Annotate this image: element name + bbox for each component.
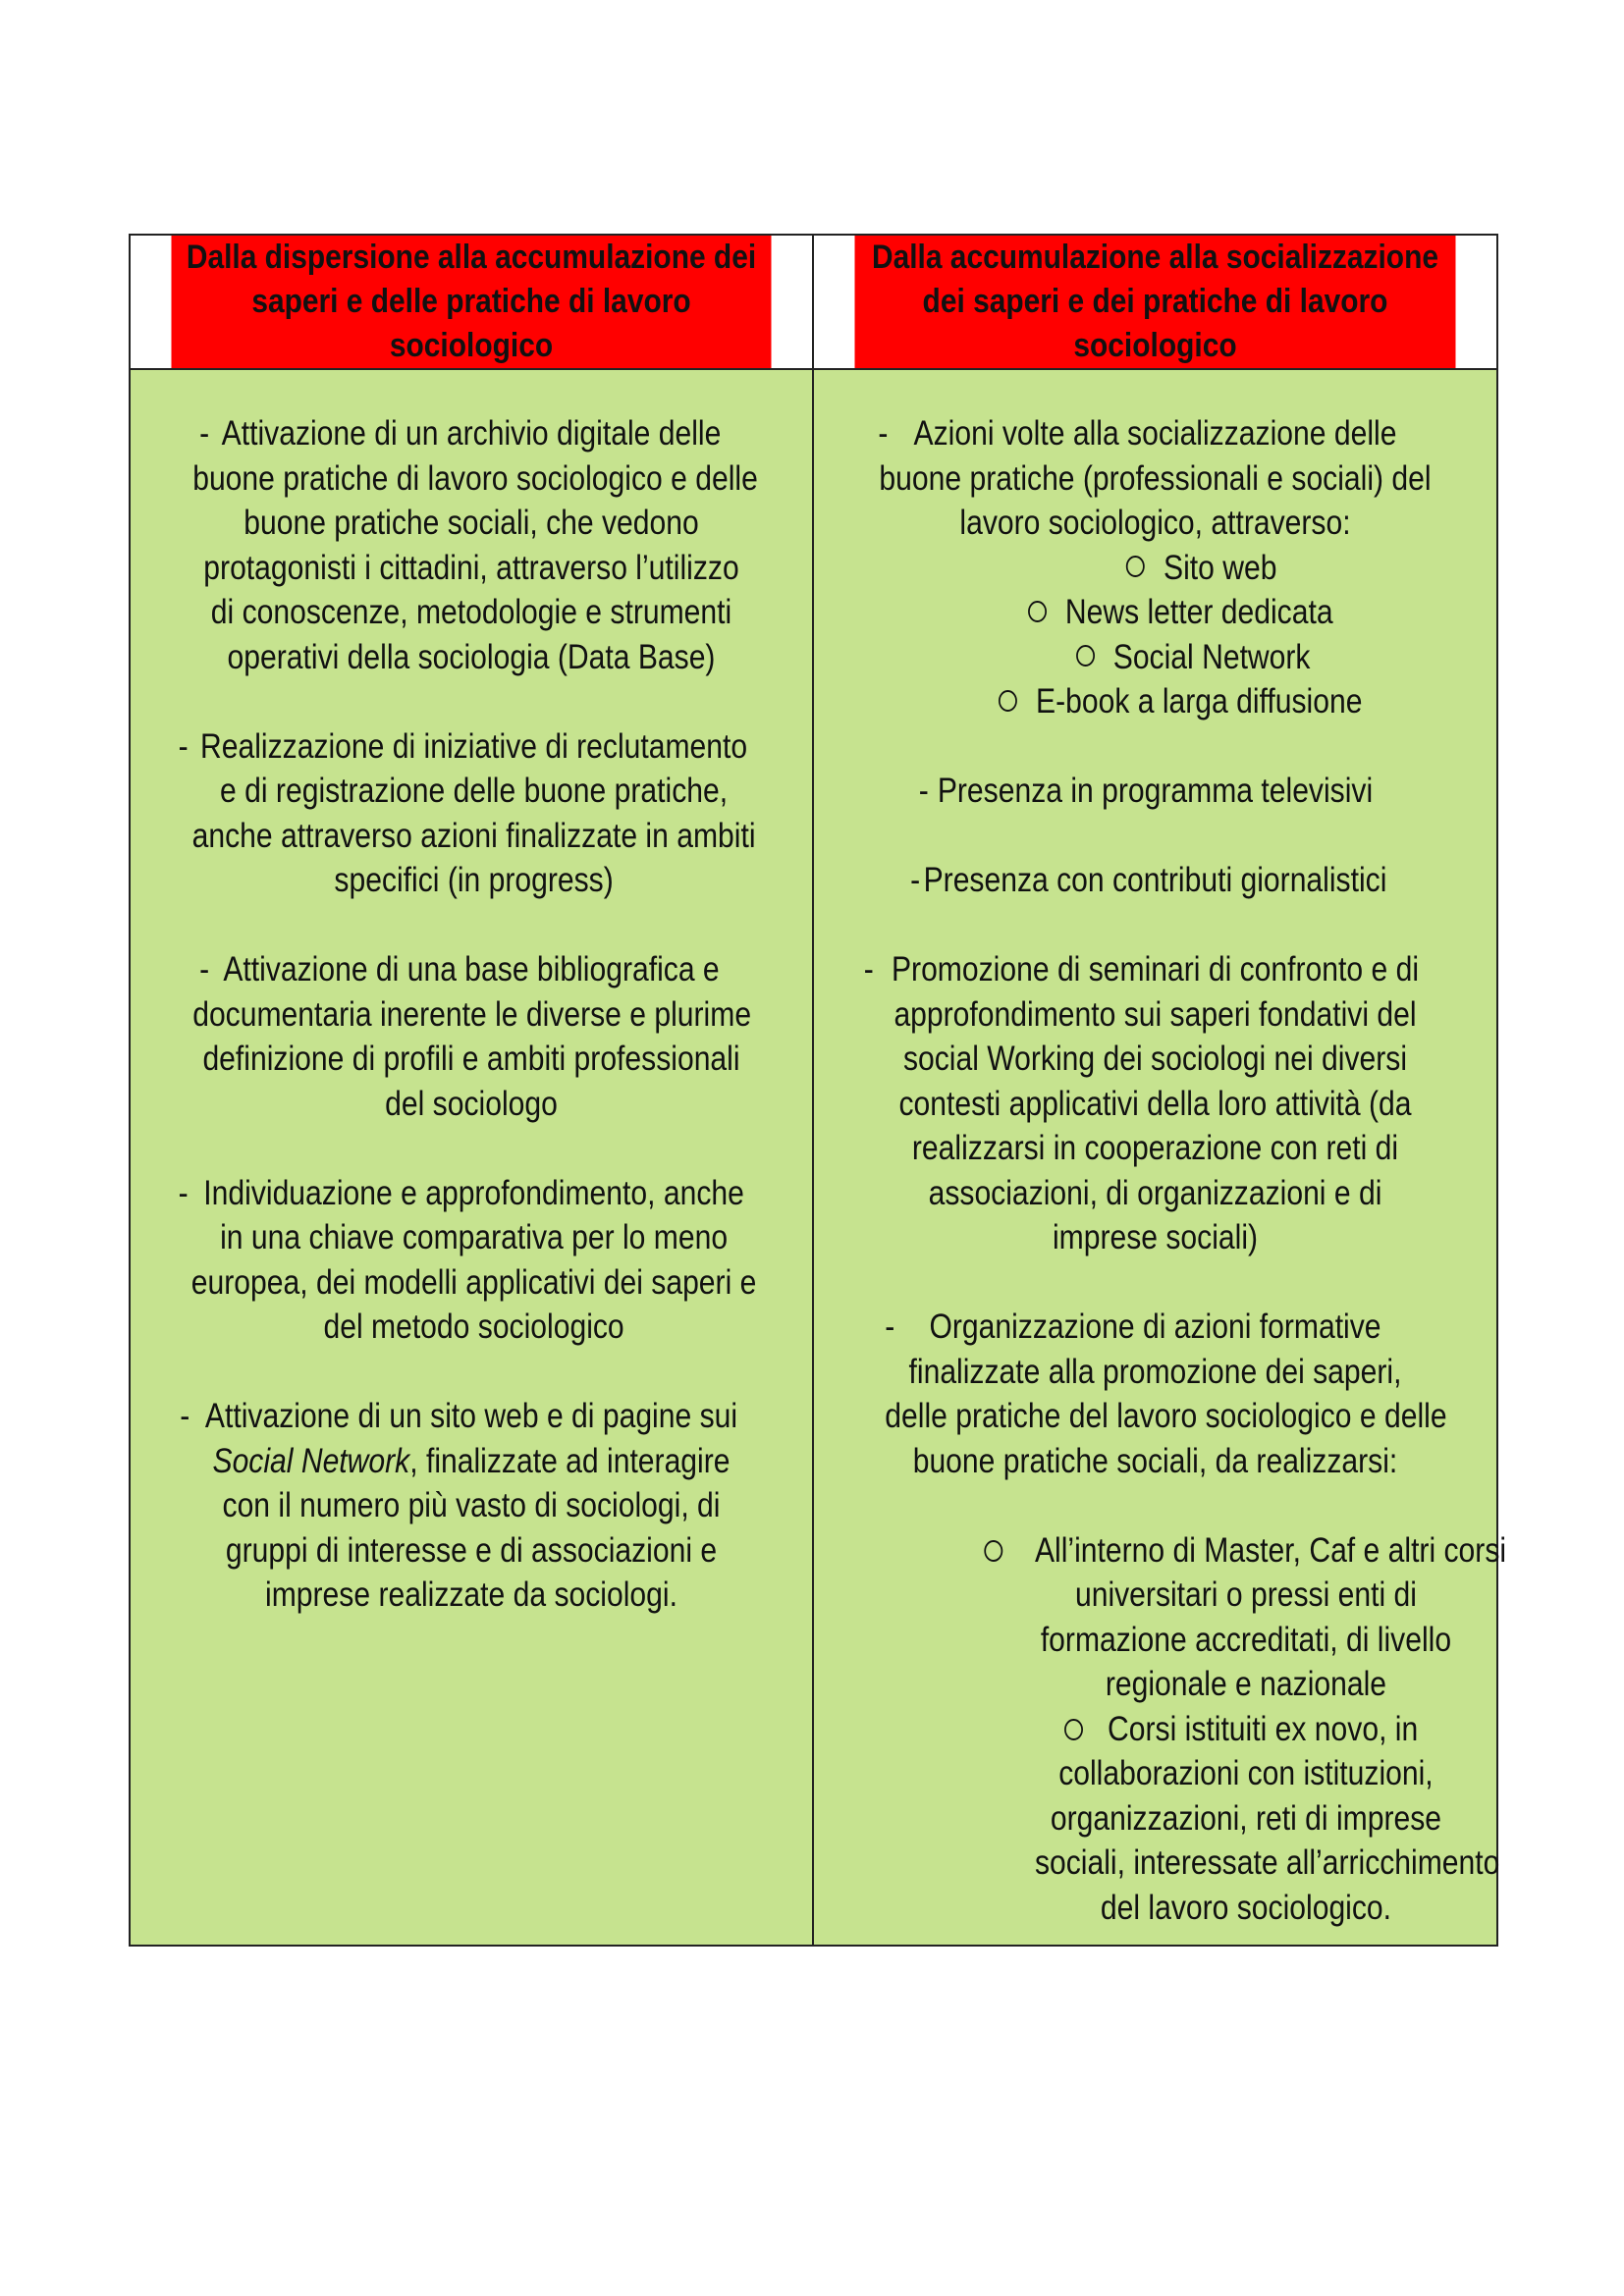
item-line: protagonisti i cittadini, attraverso l’utilizzo xyxy=(203,548,739,587)
item-line: Corsi istituiti ex novo, in xyxy=(1108,1709,1419,1748)
circle-bullet-icon xyxy=(1076,645,1095,667)
item-line: buone pratiche sociali, che vedono xyxy=(244,504,699,542)
circle-bullet-icon xyxy=(1028,601,1047,622)
circle-bullet-icon xyxy=(984,1540,1002,1562)
left-column-header xyxy=(171,235,772,369)
subitem xyxy=(862,635,1449,680)
header-line: Dalla accumulazione alla socializzazione xyxy=(871,239,1439,276)
item-line: Azioni volte alla socializzazione delle xyxy=(913,414,1397,453)
item-line: lavoro sociologico, attraverso: xyxy=(959,504,1351,542)
item-line: Promozione di seminari di confronto e di xyxy=(891,950,1420,988)
dash-bullet: - xyxy=(178,1173,189,1212)
item-line: imprese realizzate da sociologi. xyxy=(265,1575,677,1614)
dash-bullet: - xyxy=(178,726,189,766)
right-item-4 xyxy=(864,947,1446,1260)
dash-bullet: - xyxy=(878,414,889,453)
item-line: All’interno di Master, Caf e altri corsi xyxy=(1034,1530,1507,1570)
dash-bullet: - xyxy=(863,950,874,988)
item-line: formazione accreditati, di livello xyxy=(1040,1620,1452,1659)
item-line: buone pratiche (professionali e sociali) del xyxy=(879,458,1432,498)
item-line: Attivazione di una base bibliografica e xyxy=(223,950,720,988)
item-line: specifici (in progress) xyxy=(334,861,614,899)
circle-bullet-icon xyxy=(1126,556,1145,577)
item-line: organizzazioni, reti di imprese xyxy=(1050,1798,1442,1838)
left-item-1 xyxy=(192,411,758,679)
right-item-1 xyxy=(877,411,1435,546)
item-line: e di registrazione delle buone pratiche, xyxy=(220,772,729,810)
item-line: Attivazione di un archivio digitale delle xyxy=(221,414,722,453)
item-line: imprese sociali) xyxy=(1052,1218,1259,1256)
subitem-text: Social Network xyxy=(1112,637,1311,676)
item-line: europea, dei modelli applicativi dei saperi e xyxy=(190,1262,757,1302)
comparison-table xyxy=(129,234,1507,1947)
item-line: finalizzate alla promozione dei saperi, xyxy=(908,1352,1402,1391)
item-line: Organizzazione di azioni formative xyxy=(929,1308,1381,1346)
left-item-5 xyxy=(180,1394,762,1618)
header-line: sociologico xyxy=(1073,327,1237,364)
item-line: sociali, interessate all’arricchimento xyxy=(1034,1843,1500,1882)
body-row xyxy=(130,369,1497,1946)
item-line: delle pratiche del lavoro sociologico e delle xyxy=(885,1397,1447,1435)
dash-bullet: - xyxy=(199,950,210,988)
dash-bullet: - xyxy=(180,1397,190,1435)
header-line: saperi e delle pratiche di lavoro xyxy=(251,283,691,320)
item-line: universitari o pressi enti di xyxy=(1074,1575,1417,1614)
dash-bullet: - xyxy=(885,1308,895,1346)
right-item-5 xyxy=(885,1305,1447,1483)
item-line: Presenza con contributi giornalistici xyxy=(923,861,1387,899)
item-line: social Working dei sociologi nei diversi xyxy=(902,1040,1408,1078)
item-line-rest: , finalizzate ad interagire xyxy=(409,1441,731,1480)
subitem xyxy=(862,679,1449,724)
item-line: del lavoro sociologico. xyxy=(1100,1888,1392,1927)
item-line: buone pratiche di lavoro sociologico e delle xyxy=(192,458,758,498)
dash-bullet: - xyxy=(918,772,929,810)
item-line: di conoscenze, metodologie e strumenti xyxy=(210,593,732,631)
right-item-3 xyxy=(910,858,1400,903)
subitem xyxy=(862,590,1449,635)
item-line: Individuazione e approfondimento, anche xyxy=(203,1173,744,1212)
item-line: definizione di profili e ambiti professionali xyxy=(202,1040,740,1078)
item-line: buone pratiche sociali, da realizzarsi: xyxy=(912,1441,1398,1480)
item-line: gruppi di interesse e di associazioni e xyxy=(225,1530,718,1570)
right-column-header xyxy=(854,235,1456,369)
header-row xyxy=(130,235,1497,369)
right-item-2 xyxy=(919,769,1392,814)
dash-bullet: - xyxy=(199,414,210,453)
item-line: associazioni, di organizzazioni e di xyxy=(928,1173,1382,1212)
item-line: del metodo sociologico xyxy=(323,1308,624,1346)
item-line: realizzarsi in cooperazione con reti di xyxy=(911,1129,1399,1167)
left-item-2 xyxy=(179,724,770,903)
header-line: Dalla dispersione alla accumulazione dei xyxy=(186,239,757,276)
circle-bullet-icon xyxy=(1064,1719,1083,1740)
item-line: del sociologo xyxy=(385,1084,558,1123)
subitem xyxy=(862,546,1449,591)
item-line: regionale e nazionale xyxy=(1105,1665,1387,1703)
item-line: documentaria inerente le diverse e plurime xyxy=(192,994,752,1034)
right-column-body xyxy=(813,369,1507,1946)
item-line: contesti applicativi della loro attività (da xyxy=(898,1084,1412,1123)
header-line: dei saperi e dei pratiche di lavoro xyxy=(922,283,1388,320)
item-line: in una chiave comparativa per lo meno xyxy=(220,1218,729,1256)
subitem-text: Sito web xyxy=(1163,548,1277,587)
subitem-text: E-book a larga diffusione xyxy=(1035,682,1363,721)
left-item-4 xyxy=(179,1171,770,1350)
left-item-3 xyxy=(192,947,750,1126)
item-line: approfondimento sui saperi fondativi del xyxy=(893,994,1417,1034)
dash-bullet: - xyxy=(910,861,921,899)
item-line: Attivazione di un sito web e di pagine sui xyxy=(204,1397,738,1435)
header-line: sociologico xyxy=(389,327,554,364)
item-line: Realizzazione di iniziative di reclutamento xyxy=(200,726,748,766)
item-line xyxy=(180,1439,762,1484)
right-subitem-1 xyxy=(1034,1528,1507,1707)
item-line: anche attraverso azioni finalizzate in ambiti xyxy=(191,816,756,855)
social-network-italic: Social Network xyxy=(212,1441,410,1480)
item-line: operativi della sociologia (Data Base) xyxy=(227,637,716,676)
item-line: con il numero più vasto di sociologi, di xyxy=(222,1486,721,1524)
item-line: collaborazioni con istituzioni, xyxy=(1058,1754,1434,1792)
circle-bullet-icon xyxy=(999,690,1017,712)
subitem-text: News letter dedicata xyxy=(1064,593,1333,631)
item-line: Presenza in programma televisivi xyxy=(937,772,1374,810)
left-column-body xyxy=(130,369,813,1946)
right-subitem-2 xyxy=(1034,1707,1500,1931)
